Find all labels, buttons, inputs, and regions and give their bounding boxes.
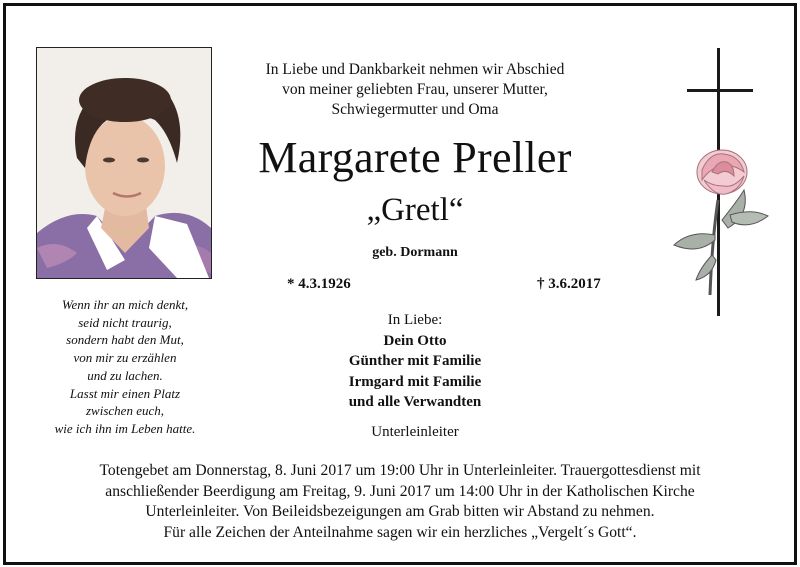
intro-text: [230, 60, 600, 120]
mourners-heading: In Liebe:: [387, 312, 443, 328]
footer-line: Unterleinleiter. Von Beileidsbezeigungen am Grab bitten wir Abstand zu nehmen.: [145, 503, 655, 520]
deceased-name: Margarete Preller: [258, 133, 572, 182]
service-details: [20, 461, 780, 543]
mourner-name: Günther mit Familie: [348, 353, 482, 369]
mourners-list: [230, 310, 600, 413]
poem-line: Wenn ihr an mich denkt,: [61, 297, 189, 312]
intro-line: von meiner geliebten Frau, unserer Mutter,: [282, 81, 548, 98]
footer-line: Für alle Zeichen der Anteilnahme sagen wir ein herzliches „Vergelt´s Gott“.: [163, 523, 637, 541]
nickname: „Gretl“: [366, 192, 464, 228]
mourner-name: Dein Otto: [383, 332, 447, 349]
portrait-photo: [36, 47, 212, 279]
poem-line: seid nicht traurig,: [78, 314, 172, 330]
intro-line: Schwiegermutter und Oma: [331, 101, 499, 118]
poem-line: Lasst mir einen Platz: [69, 385, 181, 401]
poem-line: und zu lachen.: [87, 367, 163, 383]
place-name: Unterleinleiter: [371, 424, 459, 440]
cross-with-rose: [660, 40, 780, 330]
intro-line: In Liebe und Dankbarkeit nehmen wir Abschied: [265, 61, 565, 78]
mourner-name: und alle Verwandten: [348, 394, 482, 410]
mourner-name: Irmgard mit Familie: [348, 373, 482, 390]
rose-icon: [674, 150, 768, 295]
poem-line: wie ich ihn im Leben hatte.: [54, 420, 196, 436]
footer-line: Totengebet am Donnerstag, 8. Juni 2017 um 19:00 Uhr in Unterleinleiter. Trauergottesdienst mit: [99, 462, 701, 479]
poem: [20, 296, 230, 438]
poem-line: sondern habt den Mut,: [66, 332, 184, 348]
birth-date: * 4.3.1926: [287, 276, 351, 292]
born-name: geb. Dormann: [372, 245, 458, 260]
poem-line: von mir zu erzählen: [73, 350, 177, 366]
death-date: † 3.6.2017: [537, 276, 601, 292]
poem-line: zwischen euch,: [86, 403, 164, 419]
footer-line: anschließender Beerdigung am Freitag, 9. Juni 2017 um 14:00 Uhr in der Katholischen Kirche: [105, 482, 695, 500]
